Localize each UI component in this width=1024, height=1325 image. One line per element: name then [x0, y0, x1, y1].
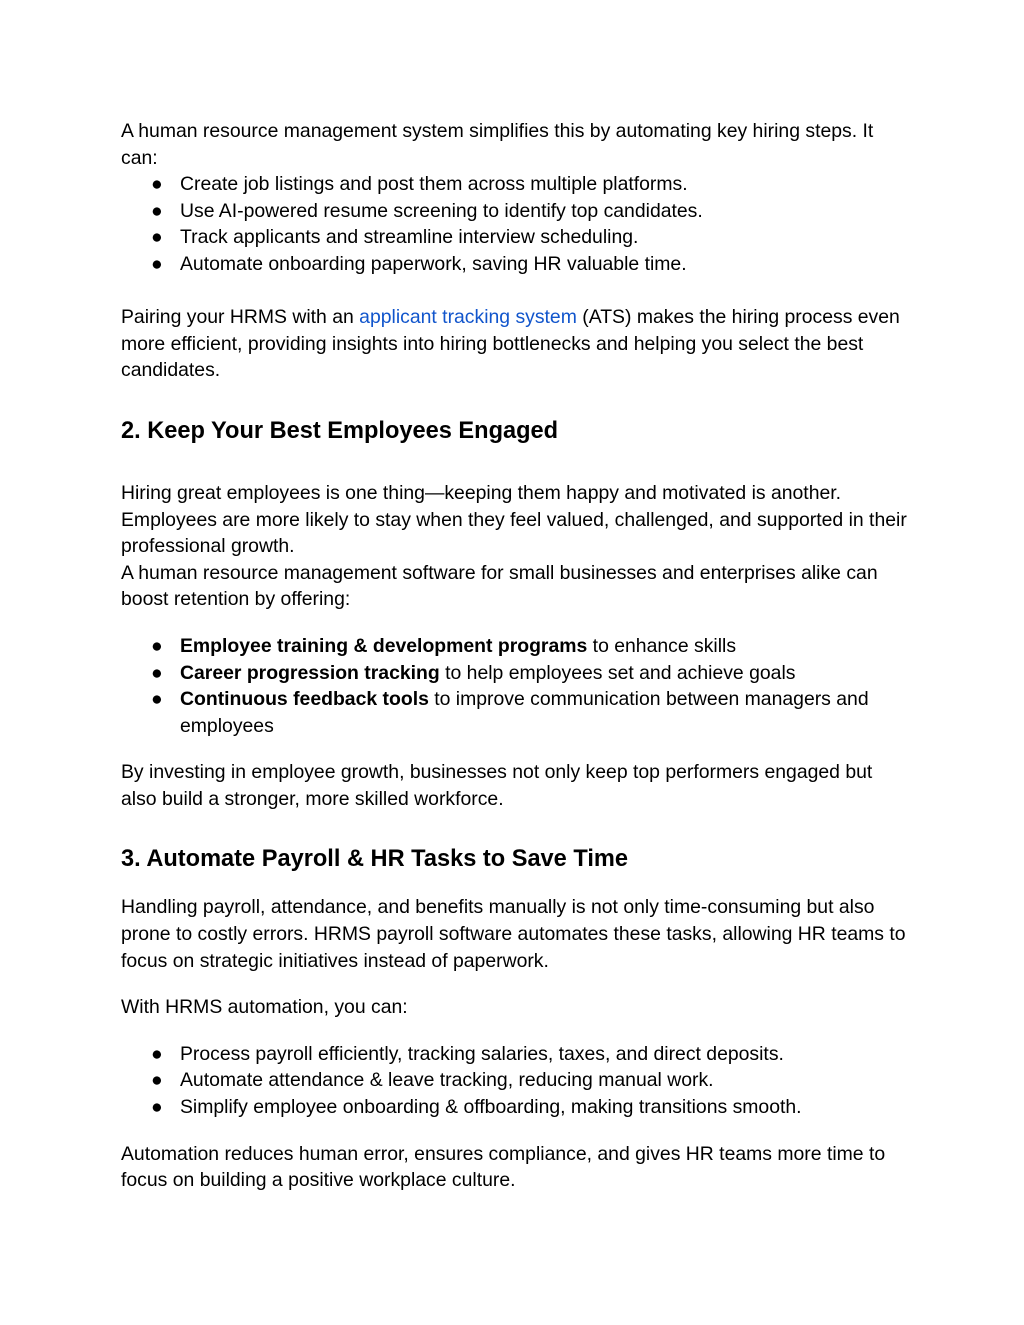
applicant-tracking-system-link[interactable]: applicant tracking system [359, 306, 577, 329]
retention-paragraph: Hiring great employees is one thing—keeping them happy and motivated is another. Employees are more likely to stay when they feel valued, challenged, and supported in their professional growth. [121, 481, 907, 558]
list-item: ● Employee training & development programs to enhance skills [121, 633, 911, 660]
section-heading: 2. Keep Your Best Employees Engaged [121, 417, 559, 444]
list-item: ● Simplify employee onboarding & offboarding, making transitions smooth. [121, 1094, 911, 1121]
ats-paragraph: Pairing your HRMS with an applicant tracking system (ATS) makes the hiring process even more efficient, providing insights into hiring bottlenecks and helping you select the best candidates. [121, 306, 900, 382]
list-item: ● Create job listings and post them across multiple platforms. [121, 171, 911, 198]
bullet-icon: ● [151, 1096, 163, 1119]
retention-intro-paragraph: A human resource management software for small businesses and enterprises alike can boost retention by offering: [121, 561, 878, 611]
automation-closing-paragraph: Automation reduces human error, ensures compliance, and gives HR teams more time to focus on building a positive workplace culture. [121, 1142, 886, 1192]
bullet-icon: ● [151, 199, 163, 222]
list-item: ● Continuous feedback tools to improve communication between managers and employees [151, 688, 869, 737]
automation-intro-paragraph: With HRMS automation, you can: [121, 996, 408, 1019]
growth-paragraph: By investing in employee growth, businesses not only keep top performers engaged but also build a stronger, more skilled workforce. [121, 761, 873, 810]
intro-paragraph: A human resource management system simplifies this by automating key hiring steps. It can: [121, 120, 874, 169]
bullet-icon: ● [151, 634, 163, 657]
list-item: ● Use AI-powered resume screening to identify top candidates. [121, 198, 911, 225]
document-page [121, 118, 911, 1194]
payroll-paragraph: Handling payroll, attendance, and benefits manually is not only time-consuming but also prone to costly errors. HRMS payroll software automates these tasks, allowing HR teams to focus on strategic initiatives instead of paperwork. [121, 896, 906, 972]
bullet-icon: ● [151, 252, 163, 275]
list-item: ● Career progression tracking to help employees set and achieve goals [121, 660, 911, 687]
bullet-icon: ● [151, 173, 163, 196]
intro-list [121, 171, 911, 277]
bullet-icon: ● [151, 661, 163, 684]
bullet-icon: ● [151, 1042, 163, 1065]
section-heading: 3. Automate Payroll & HR Tasks to Save Time [121, 846, 628, 873]
automation-list [121, 1041, 911, 1121]
list-item: ● Automate attendance & leave tracking, reducing manual work. [121, 1067, 911, 1094]
list-item: ● Process payroll efficiently, tracking salaries, taxes, and direct deposits. [121, 1041, 911, 1068]
retention-list [121, 633, 911, 739]
bullet-icon: ● [151, 1069, 163, 1092]
list-item: ● Automate onboarding paperwork, saving HR valuable time. [121, 251, 911, 278]
bullet-icon: ● [151, 688, 163, 711]
bullet-icon: ● [151, 226, 163, 249]
list-item: ● Track applicants and streamline interview scheduling. [121, 224, 911, 251]
